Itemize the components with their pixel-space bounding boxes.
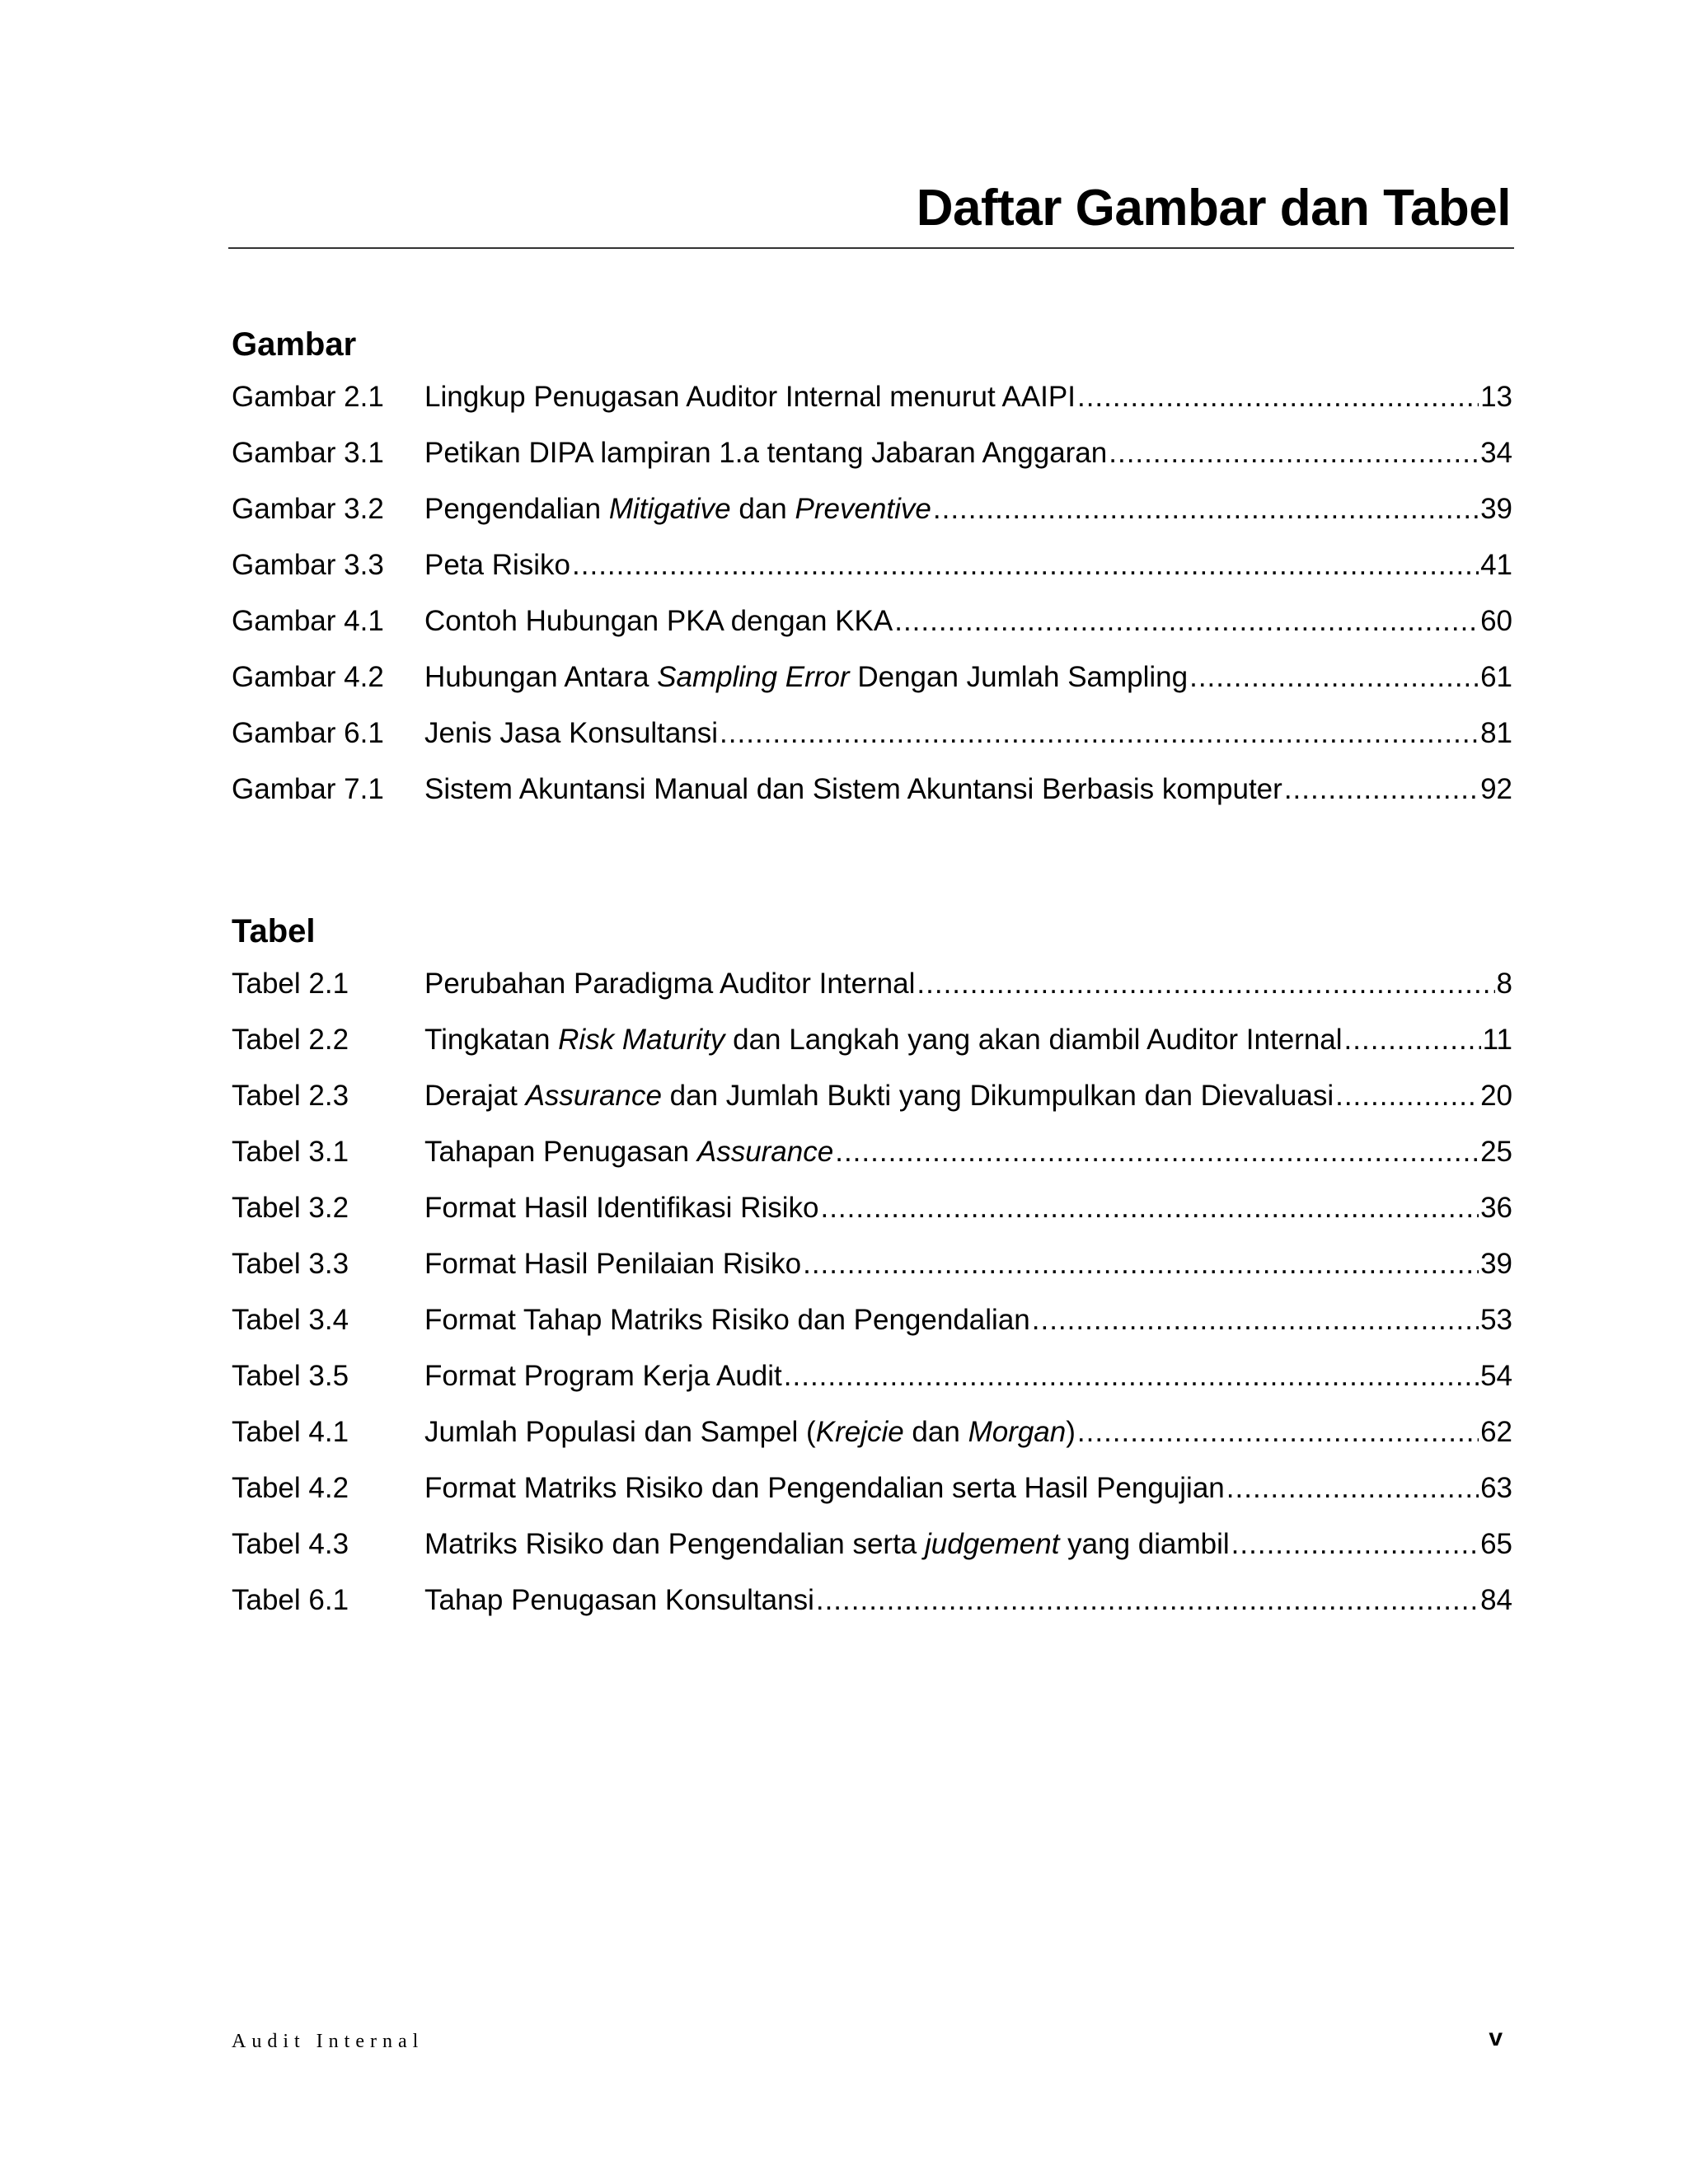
toc-entry[interactable] [232, 1418, 1512, 1474]
toc-entry-title [424, 607, 893, 635]
tabel-heading: Tabel [232, 913, 316, 949]
toc-entry-label: Gambar 4.1 [232, 605, 384, 637]
toc-entry-label: Tabel 4.1 [232, 1416, 349, 1448]
toc-title-part: Lingkup Penugasan Auditor Internal menurut AAIPI [424, 381, 1076, 413]
toc-entry[interactable] [232, 1081, 1512, 1137]
toc-entry-label: Tabel 3.5 [232, 1360, 349, 1392]
toc-entry-page: 92 [1480, 773, 1512, 805]
footer-book-title: Audit Internal [232, 2031, 424, 2052]
toc-entry-title [424, 1137, 833, 1166]
toc-title-part: Tingkatan [424, 1024, 559, 1056]
toc-title-part: Tahapan Penugasan [424, 1136, 697, 1168]
toc-title-part: Format Matriks Risiko dan Pengendalian serta Hasil Pengujian [424, 1472, 1225, 1504]
toc-entry-title [424, 1530, 1230, 1558]
toc-dot-leader [1231, 1530, 1479, 1558]
toc-entry-page: 39 [1480, 1248, 1512, 1280]
toc-entry-label: Tabel 3.1 [232, 1136, 349, 1168]
toc-entry-title [424, 969, 915, 998]
toc-entry[interactable] [232, 969, 1512, 1025]
toc-dot-leader [1344, 1025, 1481, 1054]
toc-title-part: Contoh Hubungan PKA dengan KKA [424, 605, 893, 637]
toc-entry-title [424, 1586, 814, 1615]
toc-title-part: dan Jumlah Bukti yang Dikumpulkan dan Dievaluasi [661, 1080, 1334, 1112]
toc-entry-title [424, 1193, 818, 1222]
toc-dot-leader [803, 1249, 1479, 1278]
toc-dot-leader [933, 494, 1479, 523]
toc-title-part: Hubungan Antara [424, 661, 658, 693]
toc-entry-title [424, 1474, 1225, 1502]
toc-dot-leader [917, 969, 1494, 998]
gambar-list [232, 382, 1512, 831]
toc-entry-label: Gambar 2.1 [232, 381, 384, 413]
toc-title-part: Matriks Risiko dan Pengendalian serta [424, 1528, 925, 1560]
toc-title-part: Format Hasil Penilaian Risiko [424, 1248, 802, 1280]
toc-dot-leader [1335, 1081, 1479, 1110]
toc-entry-label: Tabel 2.2 [232, 1024, 349, 1056]
toc-entry-label: Tabel 2.1 [232, 968, 349, 1000]
toc-entry-label: Tabel 3.2 [232, 1192, 349, 1224]
toc-entry-page: 20 [1480, 1080, 1512, 1112]
toc-dot-leader [1032, 1305, 1479, 1334]
toc-entry-page: 54 [1480, 1360, 1512, 1392]
toc-entry-page: 41 [1480, 549, 1512, 581]
toc-dot-leader [1226, 1474, 1479, 1502]
toc-entry-label: Tabel 4.2 [232, 1472, 349, 1504]
toc-entry-label: Gambar 4.2 [232, 661, 384, 693]
toc-dot-leader [1077, 1418, 1479, 1446]
toc-entry[interactable] [232, 438, 1512, 494]
toc-entry-title [424, 719, 718, 748]
page-title: Daftar Gambar dan Tabel [916, 180, 1511, 237]
toc-title-italic-part: Krejcie [815, 1416, 904, 1448]
toc-title-italic-part: Sampling Error [657, 661, 850, 693]
toc-entry-title [424, 1081, 1334, 1110]
toc-title-part: Derajat [424, 1080, 526, 1112]
toc-entry-label: Gambar 3.2 [232, 493, 384, 525]
toc-entry[interactable] [232, 1474, 1512, 1530]
toc-entry[interactable] [232, 1586, 1512, 1642]
toc-title-part: yang diambil [1059, 1528, 1230, 1560]
toc-entry-title [424, 775, 1282, 804]
toc-entry[interactable] [232, 607, 1512, 663]
toc-entry-title [424, 1025, 1343, 1054]
toc-entry-label: Tabel 3.4 [232, 1304, 349, 1336]
toc-entry[interactable] [232, 1193, 1512, 1249]
toc-entry-page: 8 [1496, 968, 1512, 1000]
toc-dot-leader [1189, 663, 1479, 691]
toc-title-part: Pengendalian [424, 493, 609, 525]
toc-entry-page: 13 [1480, 381, 1512, 413]
toc-dot-leader [835, 1137, 1479, 1166]
toc-entry-title [424, 438, 1107, 467]
toc-title-part: Jumlah Populasi dan Sampel ( [424, 1416, 816, 1448]
toc-entry-title [424, 551, 570, 579]
toc-entry-title [424, 494, 931, 523]
toc-entry-label: Tabel 6.1 [232, 1584, 349, 1616]
toc-entry[interactable] [232, 382, 1512, 438]
toc-title-part: ) [1066, 1416, 1076, 1448]
toc-dot-leader [1109, 438, 1479, 467]
toc-title-italic-part: Morgan [968, 1416, 1067, 1448]
toc-entry-page: 63 [1480, 1472, 1512, 1504]
toc-entry[interactable] [232, 775, 1512, 831]
toc-entry-page: 84 [1480, 1584, 1512, 1616]
toc-dot-leader [816, 1586, 1479, 1615]
toc-entry[interactable] [232, 1305, 1512, 1361]
toc-entry-label: Tabel 4.3 [232, 1528, 349, 1560]
toc-title-italic-part: Risk Maturity [558, 1024, 725, 1056]
toc-title-italic-part: judgement [924, 1528, 1060, 1560]
toc-title-part: Peta Risiko [424, 549, 571, 581]
footer-page-number: v [1489, 2024, 1503, 2051]
toc-entry-page: 25 [1480, 1136, 1512, 1168]
toc-entry[interactable] [232, 1249, 1512, 1305]
toc-entry-page: 60 [1480, 605, 1512, 637]
toc-entry-label: Gambar 7.1 [232, 773, 384, 805]
title-underline [228, 247, 1514, 249]
toc-title-part: Perubahan Paradigma Auditor Internal [424, 968, 916, 1000]
toc-title-italic-part: Assurance [696, 1136, 834, 1168]
toc-title-part: dan [903, 1416, 968, 1448]
toc-title-italic-part: Mitigative [608, 493, 731, 525]
toc-entry-label: Tabel 3.3 [232, 1248, 349, 1280]
toc-entry-title [424, 1305, 1030, 1334]
toc-dot-leader [894, 607, 1479, 635]
toc-entry-page: 53 [1480, 1304, 1512, 1336]
toc-entry-page: 81 [1480, 717, 1512, 749]
toc-title-part: Petikan DIPA lampiran 1.a tentang Jabaran Anggaran [424, 437, 1108, 469]
toc-entry[interactable] [232, 1025, 1512, 1081]
toc-entry-title [424, 1418, 1076, 1446]
toc-entry-label: Gambar 3.1 [232, 437, 384, 469]
toc-dot-leader [720, 719, 1479, 748]
toc-title-part: dan Langkah yang akan diambil Auditor Internal [724, 1024, 1343, 1056]
toc-entry-title [424, 1361, 782, 1390]
toc-entry[interactable] [232, 719, 1512, 775]
toc-entry[interactable] [232, 1361, 1512, 1418]
toc-entry-page: 34 [1480, 437, 1512, 469]
toc-title-italic-part: Assurance [525, 1080, 662, 1112]
toc-entry-title [424, 1249, 801, 1278]
toc-dot-leader [1077, 382, 1479, 411]
toc-entry[interactable] [232, 1530, 1512, 1586]
toc-entry-label: Gambar 3.3 [232, 549, 384, 581]
toc-entry-page: 61 [1480, 661, 1512, 693]
toc-dot-leader [572, 551, 1479, 579]
toc-entry-title [424, 663, 1188, 691]
toc-dot-leader [1284, 775, 1479, 804]
toc-dot-leader [820, 1193, 1479, 1222]
toc-entry-page: 65 [1480, 1528, 1512, 1560]
toc-title-part: Dengan Jumlah Sampling [849, 661, 1189, 693]
toc-title-part: dan [730, 493, 795, 525]
toc-entry-label: Gambar 6.1 [232, 717, 384, 749]
toc-title-part: Format Tahap Matriks Risiko dan Pengendalian [424, 1304, 1030, 1336]
toc-title-part: Format Hasil Identifikasi Risiko [424, 1192, 819, 1224]
toc-title-part: Sistem Akuntansi Manual dan Sistem Akuntansi Berbasis komputer [424, 773, 1282, 805]
toc-entry[interactable] [232, 1137, 1512, 1193]
toc-entry[interactable] [232, 551, 1512, 607]
gambar-heading: Gambar [232, 326, 357, 363]
toc-entry-page: 11 [1482, 1024, 1512, 1056]
toc-entry-title [424, 382, 1076, 411]
toc-entry-page: 62 [1480, 1416, 1512, 1448]
toc-title-part: Tahap Penugasan Konsultansi [424, 1584, 814, 1616]
toc-title-italic-part: Preventive [795, 493, 931, 525]
tabel-list [232, 969, 1512, 1642]
toc-entry[interactable] [232, 663, 1512, 719]
toc-title-part: Format Program Kerja Audit [424, 1360, 782, 1392]
toc-dot-leader [784, 1361, 1479, 1390]
toc-entry-page: 39 [1480, 493, 1512, 525]
toc-entry-page: 36 [1480, 1192, 1512, 1224]
toc-title-part: Jenis Jasa Konsultansi [424, 717, 719, 749]
toc-entry[interactable] [232, 494, 1512, 551]
toc-entry-label: Tabel 2.3 [232, 1080, 349, 1112]
